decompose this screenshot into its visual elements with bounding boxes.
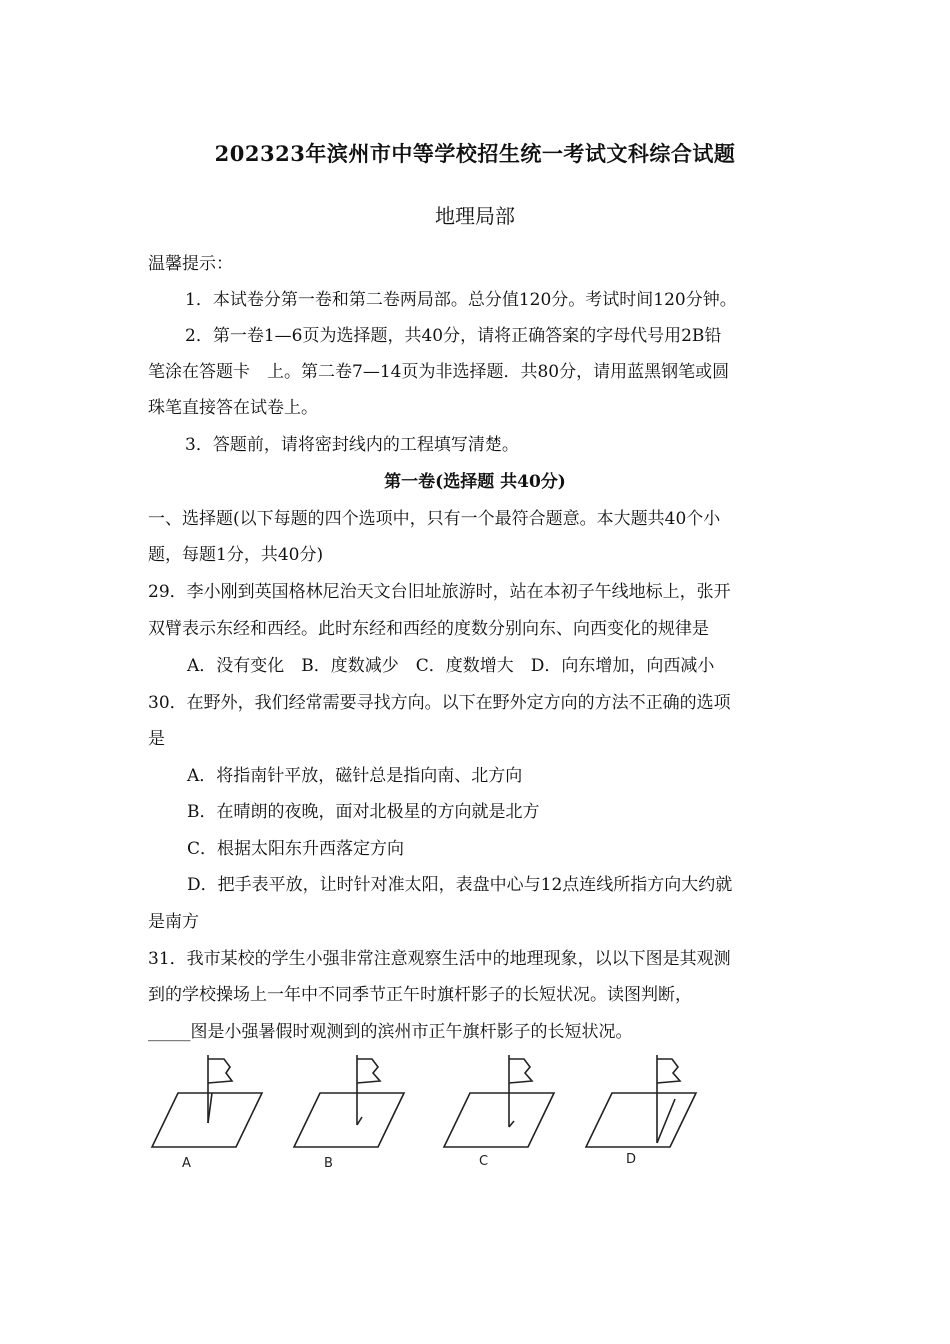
q30-option-b: B．在晴朗的夜晚，面对北极星的方向就是北方 [187, 802, 540, 822]
figure-label-b: B [324, 1156, 333, 1171]
q30-option-a: A．将指南针平放，磁针总是指向南、北方向 [187, 766, 523, 786]
figure-label-c: C [479, 1154, 489, 1169]
tip-2: 2．第一卷1—6页为选择题，共40分，请将正确答案的字母代号用2B铅 [185, 326, 722, 346]
q29-line-1: 29．李小刚到英国格林尼治天文台旧址旅游时，站在本初子午线地标上，张开 [148, 582, 731, 602]
figure-a [152, 1055, 262, 1147]
exam-title: 202323年滨州市中等学校招生统一考试文科综合试题 [214, 141, 736, 166]
figure-label-a: A [182, 1156, 191, 1171]
section-intro-1: 一、选择题(以下每题的四个选项中，只有一个最符合题意。本大题共40个小 [148, 509, 721, 529]
figure-b [294, 1055, 404, 1147]
figure-c [444, 1055, 554, 1147]
flagpole-shadow-figure [140, 1055, 580, 1185]
q30-option-c: C．根据太阳东升西落定方向 [187, 839, 405, 859]
q30-option-d-cont: 是南方 [148, 912, 199, 932]
tip-2-end: 珠笔直接答在试卷上。 [148, 398, 318, 418]
tip-3: 3．答题前，请将密封线内的工程填写清楚。 [185, 435, 519, 455]
q30-line-2: 是 [148, 729, 165, 749]
figure-d-panel [580, 1055, 720, 1185]
exam-subtitle: 地理局部 [435, 204, 515, 228]
tips-heading: 温馨提示： [148, 254, 233, 274]
q29-options: A．没有变化 B．度数减少 C．度数增大 D．向东增加，向西减小 [187, 656, 715, 676]
q30-option-d: D．把手表平放，让时针对准太阳，表盘中心与12点连线所指方向大约就 [187, 875, 733, 895]
q29-line-2: 双臂表示东经和西经。此时东经和西经的度数分别向东、向西变化的规律是 [148, 619, 709, 639]
tip-1: 1．本试卷分第一卷和第二卷两局部。总分值120分。考试时间120分钟。 [185, 290, 737, 310]
q31-line-3: _____图是小强暑假时观测到的滨州市正午旗杆影子的长短状况。 [148, 1022, 633, 1042]
tip-2-cont: 笔涂在答题卡 上。第二卷7—14页为非选择题．共80分，请用蓝黑钢笔或圆 [148, 362, 730, 382]
section-intro-2: 题，每题1分，共40分) [148, 545, 324, 565]
q30-line-1: 30．在野外，我们经常需要寻找方向。以下在野外定方向的方法不正确的选项 [148, 693, 731, 713]
figure-label-d: D [626, 1152, 637, 1167]
figure-d [586, 1055, 696, 1147]
section-title: 第一卷(选择题 共40分) [384, 472, 566, 492]
q31-line-1: 31．我市某校的学生小强非常注意观察生活中的地理现象，以以下图是其观测 [148, 949, 731, 969]
q31-line-2: 到的学校操场上一年中不同季节正午时旗杆影子的长短状况。读图判断， [148, 985, 692, 1005]
